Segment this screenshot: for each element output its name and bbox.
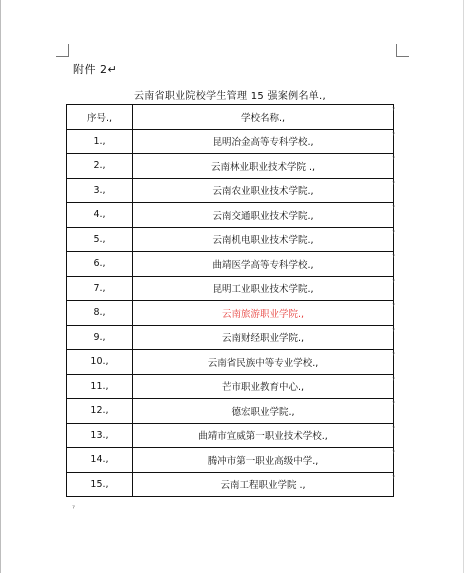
row-end-mark: ˀ	[392, 473, 395, 483]
school-name: 腾冲市第一职业高级中学.,	[133, 448, 394, 473]
attachment-label: 附件 2↵	[73, 63, 118, 76]
school-name: 曲靖医学高等专科学校.,	[133, 252, 394, 277]
row-number: 8.,	[67, 301, 133, 326]
row-number: 12.,	[67, 399, 133, 424]
row-end-mark: ˀ	[392, 277, 395, 287]
margin-corner-mark-top-left	[56, 44, 69, 57]
table-row	[67, 301, 394, 326]
school-name: 昆明工业职业技术学院.,	[133, 276, 394, 301]
row-number: 3.,	[67, 178, 133, 203]
row-end-mark: ˀ	[392, 228, 395, 238]
table-header-row	[67, 105, 394, 130]
row-end-mark: ˀ	[392, 130, 395, 140]
table-row	[67, 203, 394, 228]
row-end-mark: ˀ	[392, 106, 395, 115]
page-left-edge	[0, 0, 1, 573]
table-body	[67, 129, 394, 497]
row-number: 6.,	[67, 252, 133, 277]
school-name: 云南省民族中等专业学校.,	[133, 350, 394, 375]
table-row	[67, 350, 394, 375]
row-number: 9.,	[67, 325, 133, 350]
row-number: 2.,	[67, 154, 133, 179]
header-number: 序号.,	[67, 105, 133, 130]
table-row	[67, 423, 394, 448]
row-number: 4.,	[67, 203, 133, 228]
row-end-mark: ˀ	[392, 449, 395, 458]
table-row	[67, 154, 394, 179]
row-end-mark: ˀ	[392, 155, 395, 164]
document-title: 云南省职业院校学生管理 15 强案例名单.,	[133, 91, 327, 102]
row-end-mark: ˀ	[392, 400, 395, 409]
row-number: 7.,	[67, 276, 133, 301]
row-end-mark: ˀ	[392, 179, 395, 189]
school-name: 云南交通职业技术学院.,	[133, 203, 394, 228]
school-name: 曲靖市宣威第一职业技术学校.,	[133, 423, 394, 448]
table-row	[67, 448, 394, 473]
school-name: 云南机电职业技术学院.,	[133, 227, 394, 252]
school-name: 云南农业职业技术学院.,	[133, 178, 394, 203]
table-row	[67, 472, 394, 497]
row-end-mark: ˀ	[392, 375, 395, 385]
table-row	[67, 129, 394, 154]
row-end-mark: ˀ	[392, 424, 395, 434]
row-end-mark: ˀ	[392, 204, 395, 213]
row-number: 5.,	[67, 227, 133, 252]
row-end-mark: ˀ	[392, 253, 395, 262]
school-name: 云南林业职业技术学院 .,	[133, 154, 394, 179]
row-number: 11.,	[67, 374, 133, 399]
table-row	[67, 276, 394, 301]
row-number: 13.,	[67, 423, 133, 448]
table-row	[67, 325, 394, 350]
header-school-name: 学校名称.,	[133, 105, 394, 130]
margin-corner-mark-top-right	[396, 44, 409, 57]
row-number: 1.,	[67, 129, 133, 154]
school-list-table	[66, 104, 394, 497]
row-end-mark: ˀ	[392, 302, 395, 311]
school-name: 云南旅游职业学院.,	[133, 301, 394, 326]
row-number: 15.,	[67, 472, 133, 497]
row-number: 14.,	[67, 448, 133, 473]
row-number: 10.,	[67, 350, 133, 375]
table-row	[67, 178, 394, 203]
row-end-mark: ˀ	[392, 351, 395, 360]
school-name: 昆明冶金高等专科学校.,	[133, 129, 394, 154]
table-row	[67, 374, 394, 399]
paragraph-end-mark: ˀ	[72, 504, 75, 513]
school-name: 德宏职业学院.,	[133, 399, 394, 424]
table-row	[67, 252, 394, 277]
row-end-mark: ˀ	[392, 326, 395, 336]
table-row	[67, 227, 394, 252]
school-name: 芒市职业教育中心.,	[133, 374, 394, 399]
school-name: 云南工程职业学院 .,	[133, 472, 394, 497]
table-row	[67, 399, 394, 424]
school-name: 云南财经职业学院.,	[133, 325, 394, 350]
